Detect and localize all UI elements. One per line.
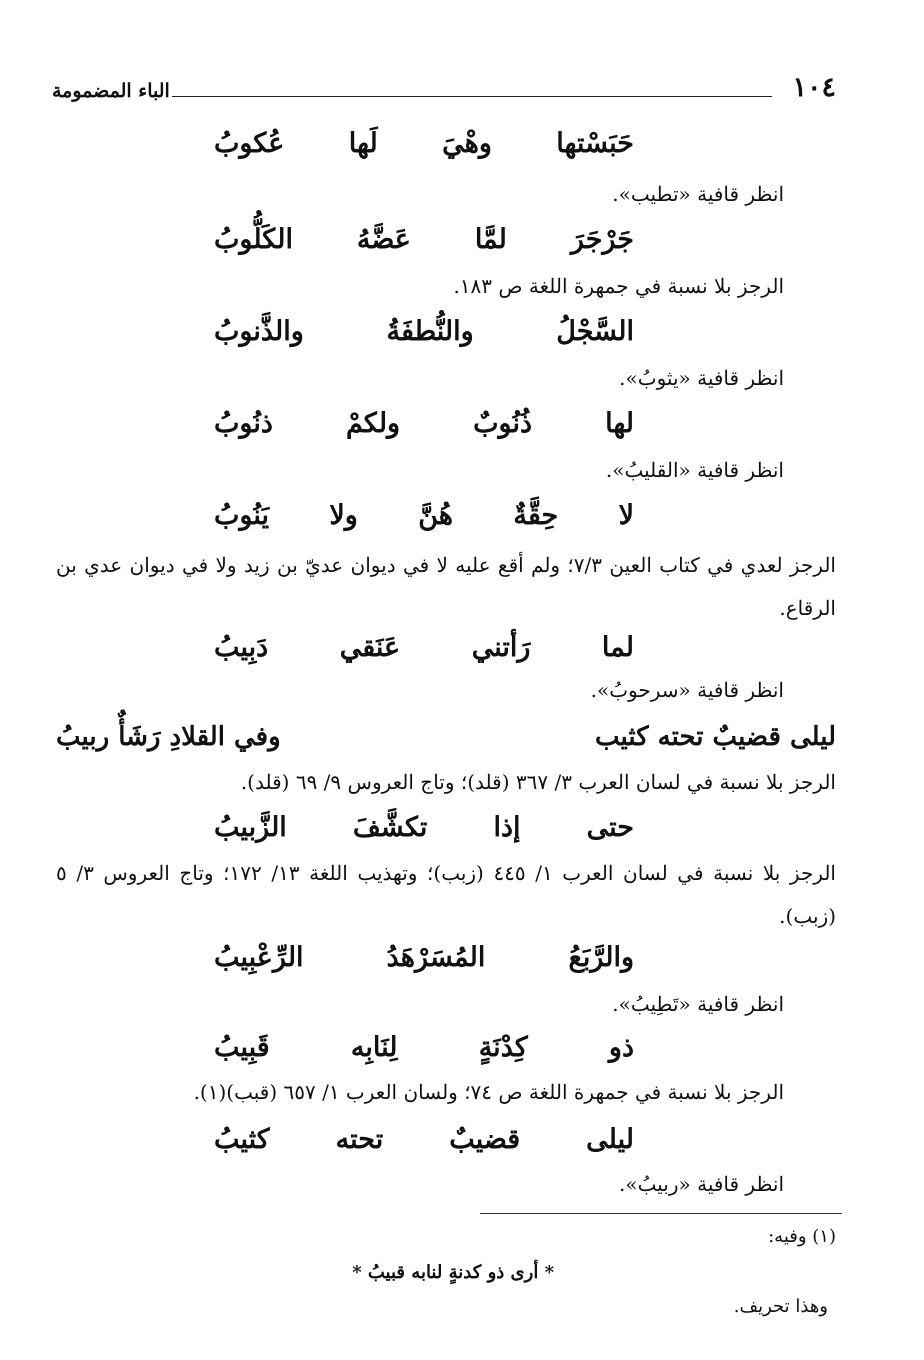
source-note: انظر قافية «تطيب».	[612, 182, 784, 206]
verse-second-hemistich: وفي القلادِ رَشَأٌ ربيبُ	[56, 722, 281, 752]
verse-line: لها ذُنُوبٌ ولكمْ ذنُوبُ	[214, 408, 634, 439]
page-number: ١٠٤	[792, 72, 836, 103]
verse-line: والرَّبَعُ المُسَرْهَدُ الرِّعْبِيبُ	[214, 942, 634, 973]
verse-line: السَّجْلُ والنُّطفَةُ والذَّنوبُ	[214, 316, 634, 347]
source-note: انظر قافية «تَطِيبُ».	[612, 992, 784, 1016]
verse-line: لا حِقَّةٌ هُنَّ ولا يَنُوبُ	[214, 500, 634, 531]
running-header-title: الباء المضمومة	[52, 80, 170, 102]
source-note: الرجز بلا نسبة في جمهرة اللغة ص ٧٤؛ ولسان العرب ١/ ٦٥٧ (قبب)(١).	[193, 1080, 784, 1104]
verse-two-hemistichs	[56, 722, 836, 752]
footnote-verse: * أرى ذو كدنةٍ لنابه قبيبُ *	[352, 1262, 554, 1283]
verse-line: ذو كِدْنَةٍ لِنَابِه قَبِيبُ	[214, 1032, 634, 1063]
verse-line: حَبَسْتها وهْيَ لَها عُكوبُ	[214, 128, 634, 159]
verse-first-hemistich: ليلى قضيبٌ تحته كثيب	[595, 722, 836, 752]
source-paragraph: الرجز بلا نسبة في لسان العرب ١/ ٤٤٥ (زبب)؛ وتهذيب اللغة ١٣/ ١٧٢؛ وتاج العروس ٣/ ٥ (زبب).	[56, 861, 836, 928]
footnote-separator	[480, 1213, 842, 1214]
verse-line: حتى إذا تكشَّفَ الزَّبيبُ	[214, 812, 634, 843]
source-note: الرجز بلا نسبة في لسان العرب ٣/ ٣٦٧ (قلد)؛ وتاج العروس ٩/ ٦٩ (قلد).	[240, 770, 836, 794]
verse-line: جَرْجَرَ لمَّا عَضَّهُ الكَلُّوبُ	[214, 224, 634, 255]
source-note: انظر قافية «القليبُ».	[605, 458, 784, 482]
verse-line: لما رَأتني عَنَقي دَبِيبُ	[214, 632, 634, 663]
source-note: الرجز بلا نسبة في جمهرة اللغة ص ١٨٣.	[453, 274, 784, 298]
footnote-marker: (١) وفيه:	[768, 1226, 836, 1247]
source-note: انظر قافية «يثوبُ».	[619, 366, 784, 390]
source-note: انظر قافية «سرحوبُ».	[590, 678, 784, 702]
source-note: انظر قافية «ربيبُ».	[619, 1172, 784, 1196]
header-rule	[172, 96, 772, 97]
verse-line: ليلى قضيبٌ تحته كثيبُ	[214, 1124, 634, 1155]
footnote-comment: وهذا تحريف.	[733, 1296, 828, 1317]
source-paragraph: الرجز لعدي في كتاب العين ٧/٣؛ ولم أقع عليه لا في ديوان عديّ بن زيد ولا في ديوان عدي بن الرقاع.	[56, 553, 836, 620]
